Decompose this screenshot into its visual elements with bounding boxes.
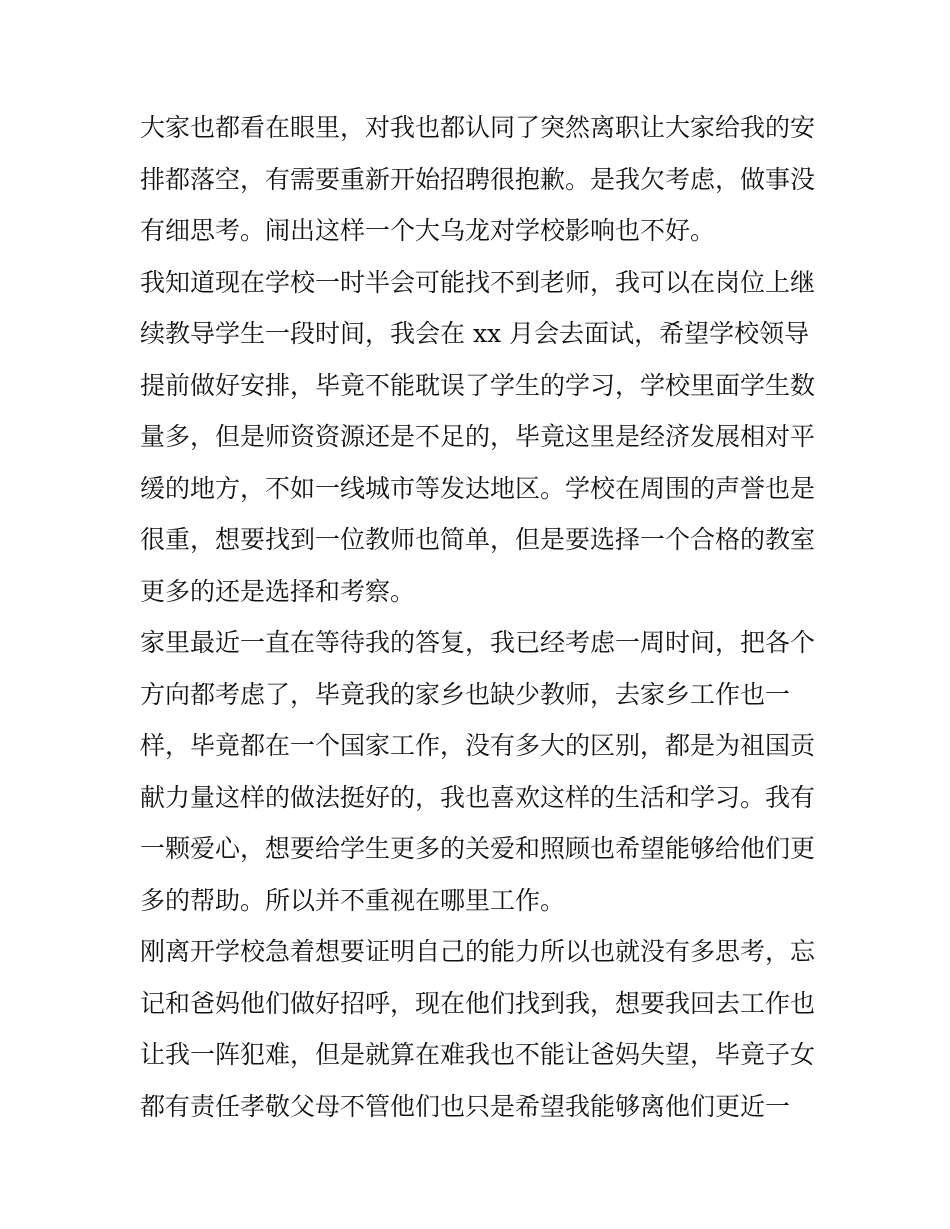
text-line: 让我一阵犯难，但是就算在难我也不能让爸妈失望，毕竟子女 (140, 1040, 816, 1069)
text-line: 记和爸妈他们做好招呼，现在他们找到我，想要我回去工作也 (140, 988, 816, 1018)
text-line: 缓的地方，不如一线城市等发达地区。学校在周围的声誉也是 (140, 473, 816, 503)
text-line: 很重，想要找到一位教师也简单，但是要选择一个合格的教室 (140, 525, 816, 554)
text-line: 多的帮助。所以并不重视在哪里工作。 (140, 885, 566, 915)
text-line: 提前做好安排，毕竟不能耽误了学生的学习，学校里面学生数 (140, 370, 816, 400)
document-body (140, 102, 820, 1132)
text-line: 献力量这样的做法挺好的，我也喜欢这样的生活和学习。我有 (140, 782, 816, 812)
text-line: 排都落空，有需要重新开始招聘很抱歉。是我欠考虑，做事没 (140, 164, 816, 194)
text-line: 一颗爱心，想要给学生更多的关爱和照顾也希望能够给他们更 (140, 834, 816, 863)
text-line: 更多的还是选择和考察。 (140, 576, 416, 606)
text-line: 刚离开学校急着想要证明自己的能力所以也就没有多思考，忘 (140, 937, 816, 966)
text-line: 有细思考。闹出这样一个大乌龙对学校影响也不好。 (140, 216, 716, 245)
text-line: 样，毕竟都在一个国家工作，没有多大的区别，都是为祖国贡 (140, 731, 816, 760)
text-line: 都有责任孝敬父母不管他们也只是希望我能够离他们更近一 (140, 1091, 791, 1121)
text-line: 我知道现在学校一时半会可能找不到老师，我可以在岗位上继 (140, 267, 816, 297)
text-line: 家里最近一直在等待我的答复，我已经考虑一周时间，把各个 (140, 628, 816, 657)
text-line: 续教导学生一段时间，我会在 xx 月会去面试，希望学校领导 (140, 319, 810, 348)
text-line: 方向都考虑了，毕竟我的家乡也缺少教师，去家乡工作也一 (140, 679, 791, 709)
text-line: 量多，但是师资资源还是不足的，毕竟这里是经济发展相对平 (140, 422, 816, 451)
text-line: 大家也都看在眼里，对我也都认同了突然离职让大家给我的安 (140, 113, 816, 142)
